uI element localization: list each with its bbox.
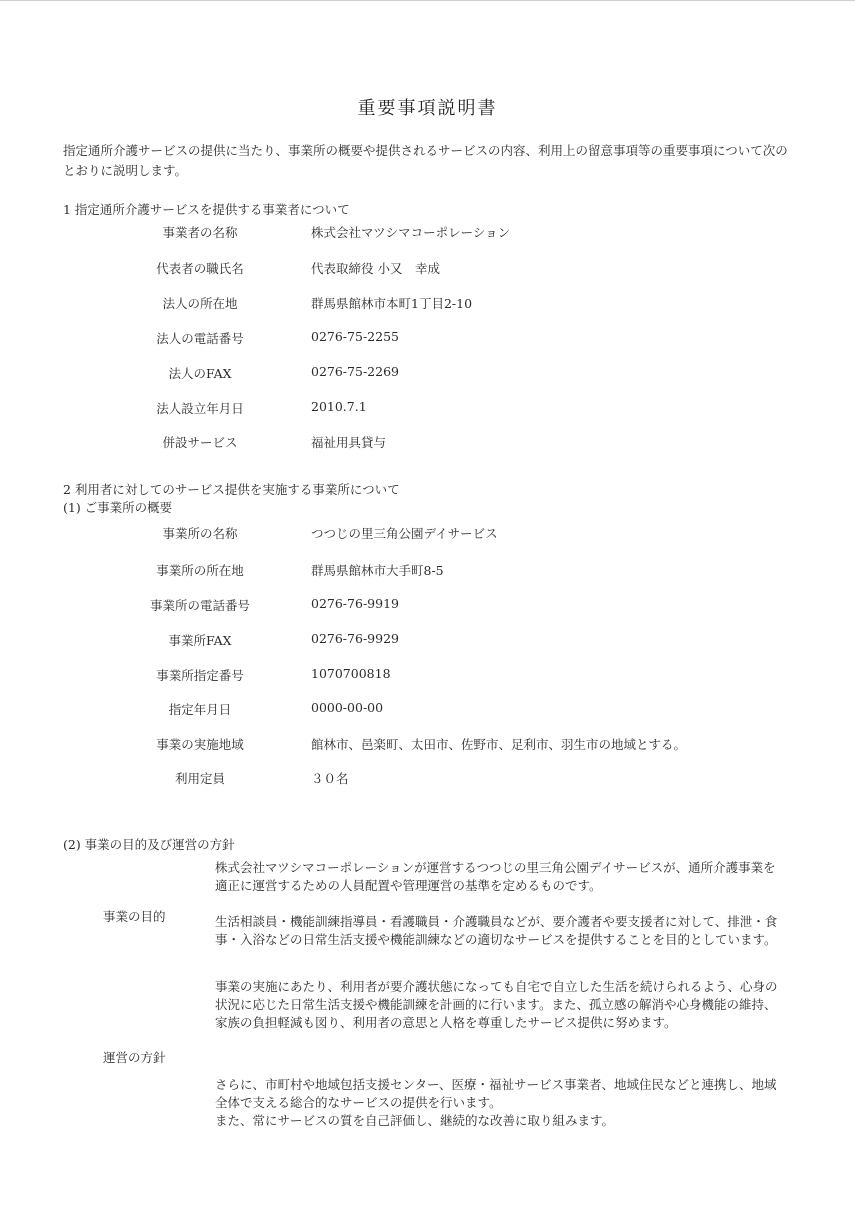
office-name-row	[0, 524, 855, 542]
row-label: 併設サービス	[162, 435, 238, 450]
policy-label: 運営の方針	[103, 1050, 166, 1065]
row-value: 0276-75-2269	[311, 364, 399, 379]
intro-text: 指定通所介護サービスの提供に当たり、事業所の概要や提供されるサービスの内容、利用上の留意事項等の重要事項について次のとおりに説明します。	[63, 143, 788, 178]
established-date-row	[0, 399, 855, 417]
section2-subheading: (1) ご事業所の概要	[63, 500, 173, 515]
row-label: 指定年月日	[168, 702, 232, 717]
policy-paragraph: また、常にサービスの質を自己評価し、継続的な改善に取り組みます。	[215, 1113, 615, 1128]
row-value: 群馬県館林市本町1丁目2-10	[311, 296, 473, 311]
purpose-paragraph: 生活相談員・機能訓練指導員・看護職員・介護職員などが、要介護者や要支援者に対して、排泄・食事・入浴などの日常生活支援や機能訓練などの適切なサービスを提供することを目的としています。	[215, 914, 778, 947]
purpose-label: 事業の目的	[103, 909, 166, 924]
row-value: つつじの里三角公園デイサービス	[311, 526, 498, 541]
policy-paragraph: さらに、市町村や地域包括支援センター、医療・福祉サービス事業者、地域住民などと連携し、地域全体で支える総合的なサービスの提供を行います。	[215, 1077, 777, 1110]
representative-row	[0, 259, 855, 277]
row-value: 1070700818	[311, 666, 391, 681]
row-value: 株式会社マツシマコーポレーション	[311, 225, 511, 240]
section1-heading: 1 指定通所介護サービスを提供する事業者について	[63, 202, 350, 217]
top-border	[0, 0, 855, 1]
policy-paragraph: 事業の実施にあたり、利用者が要介護状態になっても自宅で自立した生活を続けられるよう、心身の状況に応じた日常生活支援や機能訓練を計画的に行います。また、孤立感の解消や心身機能の維持、家族の負担軽減も図り、利用者の意思と人格を尊重したサービス提供に努めます。	[215, 979, 778, 1030]
section2-heading: 2 利用者に対してのサービス提供を実施する事業所について	[63, 482, 400, 497]
purpose-paragraph: 株式会社マツシマコーポレーションが運営するつつじの里三角公園デイサービスが、通所介護事業を適正に運営するための人員配置や管理運営の基準を定めるものです。	[215, 860, 776, 893]
document-title: 重要事項説明書	[357, 98, 498, 119]
office-number-row	[0, 666, 855, 684]
service-area-row	[0, 735, 855, 753]
row-value: ３０名	[311, 771, 349, 786]
row-label: 事業の実施地域	[156, 737, 244, 752]
office-fax-row	[0, 631, 855, 649]
designation-date-row	[0, 700, 855, 718]
row-value: 福祉用具貸与	[311, 435, 387, 450]
row-value: 0276-76-9929	[311, 631, 399, 646]
row-label: 代表者の職氏名	[156, 261, 244, 276]
corp-fax-row	[0, 364, 855, 382]
row-label: 法人のFAX	[168, 366, 232, 381]
row-value: 群馬県館林市大手町8-5	[311, 563, 444, 578]
office-phone-row	[0, 596, 855, 614]
office-address-row	[0, 561, 855, 579]
capacity-row	[0, 769, 855, 787]
affiliated-service-row	[0, 433, 855, 451]
row-label: 法人設立年月日	[156, 401, 244, 416]
row-label: 法人の電話番号	[156, 331, 244, 346]
row-label: 利用定員	[174, 771, 225, 786]
company-name-row	[0, 223, 855, 241]
row-value: 0276-76-9919	[311, 596, 399, 611]
row-value: 2010.7.1	[311, 399, 367, 414]
row-label: 事業所指定番号	[156, 668, 244, 683]
row-label: 事業所FAX	[168, 633, 232, 648]
corp-address-row	[0, 294, 855, 312]
row-value: 館林市、邑楽町、太田市、佐野市、足利市、羽生市の地域とする。	[311, 737, 687, 752]
corp-phone-row	[0, 329, 855, 347]
row-label: 事業所の電話番号	[149, 598, 250, 613]
row-label: 事業所の名称	[162, 526, 238, 541]
row-value: 0276-75-2255	[311, 329, 399, 344]
row-label: 法人の所在地	[162, 296, 238, 311]
row-label: 事業者の名称	[162, 225, 238, 240]
row-label: 事業所の所在地	[156, 563, 244, 578]
row-value: 代表取締役 小又 幸成	[311, 261, 440, 276]
row-value: 0000-00-00	[311, 700, 384, 715]
purpose-section-title: (2) 事業の目的及び運営の方針	[63, 837, 235, 852]
